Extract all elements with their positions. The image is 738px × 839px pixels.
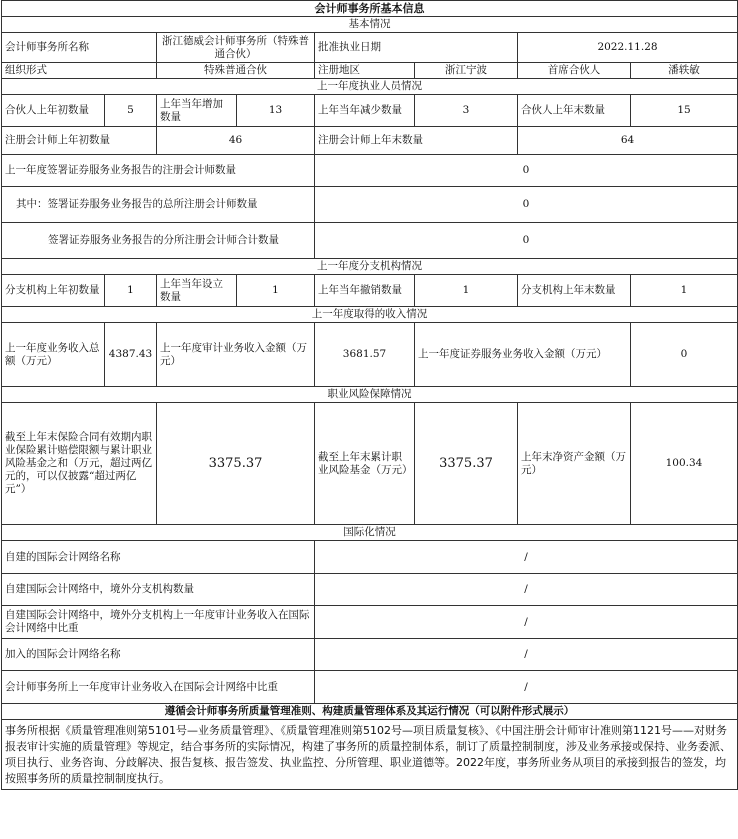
region-value: 浙江宁波 (415, 63, 518, 79)
income-securities-label: 上一年度证券服务业务收入金额（万元） (415, 323, 631, 387)
partners-begin-value: 5 (105, 95, 157, 127)
firm-name-label: 会计师事务所名称 (2, 33, 157, 63)
firm-info-table (1, 0, 738, 790)
branch-cpa-label: 签署证券服务业务报告的分所注册会计师合计数量 (2, 223, 315, 259)
section-international: 国际化情况 (2, 525, 738, 541)
section-personnel: 上一年度执业人员情况 (2, 79, 738, 95)
branch-begin-label: 分支机构上年初数量 (2, 275, 105, 307)
branch-cpa-value: 0 (315, 223, 738, 259)
branch-established-value: 1 (237, 275, 315, 307)
section-income: 上一年度取得的收入情况 (2, 307, 738, 323)
cpa-begin-value: 46 (157, 127, 315, 155)
intl-row-label: 自建国际会计网络中，境外分支机构上一年度审计业务收入在国际会计网络中比重 (2, 606, 315, 639)
org-form-label: 组织形式 (2, 63, 157, 79)
branch-end-label: 分支机构上年末数量 (518, 275, 631, 307)
branch-begin-value: 1 (105, 275, 157, 307)
page-title: 会计师事务所基本信息 (2, 1, 738, 17)
income-audit-value: 3681.57 (315, 323, 415, 387)
branch-end-value: 1 (631, 275, 738, 307)
securities-cpa-value: 0 (315, 155, 738, 187)
partners-begin-label: 合伙人上年初数量 (2, 95, 105, 127)
cpa-begin-label: 注册会计师上年初数量 (2, 127, 157, 155)
region-label: 注册地区 (315, 63, 415, 79)
org-form-value: 特殊普通合伙 (157, 63, 315, 79)
intl-row-label: 会计师事务所上一年度审计业务收入在国际会计网络中比重 (2, 671, 315, 704)
intl-row-value: / (315, 606, 738, 639)
intl-row-label: 加入的国际会计网络名称 (2, 639, 315, 671)
securities-cpa-label: 上一年度签署证券服务业务报告的注册会计师数量 (2, 155, 315, 187)
income-audit-label: 上一年度审计业务收入金额（万元） (157, 323, 315, 387)
increase-value: 13 (237, 95, 315, 127)
income-total-label: 上一年度业务收入总额（万元） (2, 323, 105, 387)
section-risk: 职业风险保障情况 (2, 387, 738, 403)
branch-established-label: 上年当年设立数量 (157, 275, 237, 307)
branch-revoked-value: 1 (415, 275, 518, 307)
chief-partner-value: 潘轶敏 (631, 63, 738, 79)
cpa-end-value: 64 (518, 127, 738, 155)
intl-row-value: / (315, 574, 738, 606)
section-branches: 上一年度分支机构情况 (2, 259, 738, 275)
intl-row-value: / (315, 541, 738, 574)
head-office-cpa-label: 其中：签署证券服务业务报告的总所注册会计师数量 (2, 187, 315, 223)
approval-date-value: 2022.11.28 (518, 33, 738, 63)
quality-description: 事务所根据《质量管理准则第5101号—业务质量管理》、《质量管理准则第5102号—项目质量复核》、《中国注册会计师审计准则第1121号——对财务报表审计实施的质量管理》等规定，结合事务所的实际情况，构建了事务所的质量控制体系，制订了质量控制制度，涉及业务承接或保持、业务委派、项目执行、业务咨询、分歧解决、报告复核、报告签发、执业监控、分所管理、职业道德等。2022年度，事务所业务从项目的承接到报告的签发，均按照事务所的质量控制制度执行。 (2, 720, 738, 790)
risk-fund-value: 3375.37 (415, 403, 518, 525)
firm-name-value: 浙江德威会计师事务所（特殊普通合伙） (157, 33, 315, 63)
intl-row-value: / (315, 639, 738, 671)
intl-row-label: 自建国际会计网络中，境外分支机构数量 (2, 574, 315, 606)
decrease-value: 3 (415, 95, 518, 127)
decrease-label: 上年当年减少数量 (315, 95, 415, 127)
net-assets-label: 上年末净资产金额（万元） (518, 403, 631, 525)
intl-row-label: 自建的国际会计网络名称 (2, 541, 315, 574)
net-assets-value: 100.34 (631, 403, 738, 525)
partners-end-label: 合伙人上年末数量 (518, 95, 631, 127)
increase-label: 上年当年增加数量 (157, 95, 237, 127)
branch-revoked-label: 上年当年撤销数量 (315, 275, 415, 307)
income-total-value: 4387.43 (105, 323, 157, 387)
partners-end-value: 15 (631, 95, 738, 127)
chief-partner-label: 首席合伙人 (518, 63, 631, 79)
section-basic: 基本情况 (2, 17, 738, 33)
cpa-end-label: 注册会计师上年末数量 (315, 127, 518, 155)
approval-date-label: 批准执业日期 (315, 33, 518, 63)
insurance-label: 截至上年末保险合同有效期内职业保险累计赔偿限额与累计职业风险基金之和（万元，超过两亿元的，可以仅披露“超过两亿元”） (2, 403, 157, 525)
intl-row-value: / (315, 671, 738, 704)
insurance-value: 3375.37 (157, 403, 315, 525)
income-securities-value: 0 (631, 323, 738, 387)
section-quality: 遵循会计师事务所质量管理准则、构建质量管理体系及其运行情况（可以附件形式展示） (2, 704, 738, 720)
risk-fund-label: 截至上年末累计职业风险基金（万元） (315, 403, 415, 525)
head-office-cpa-value: 0 (315, 187, 738, 223)
